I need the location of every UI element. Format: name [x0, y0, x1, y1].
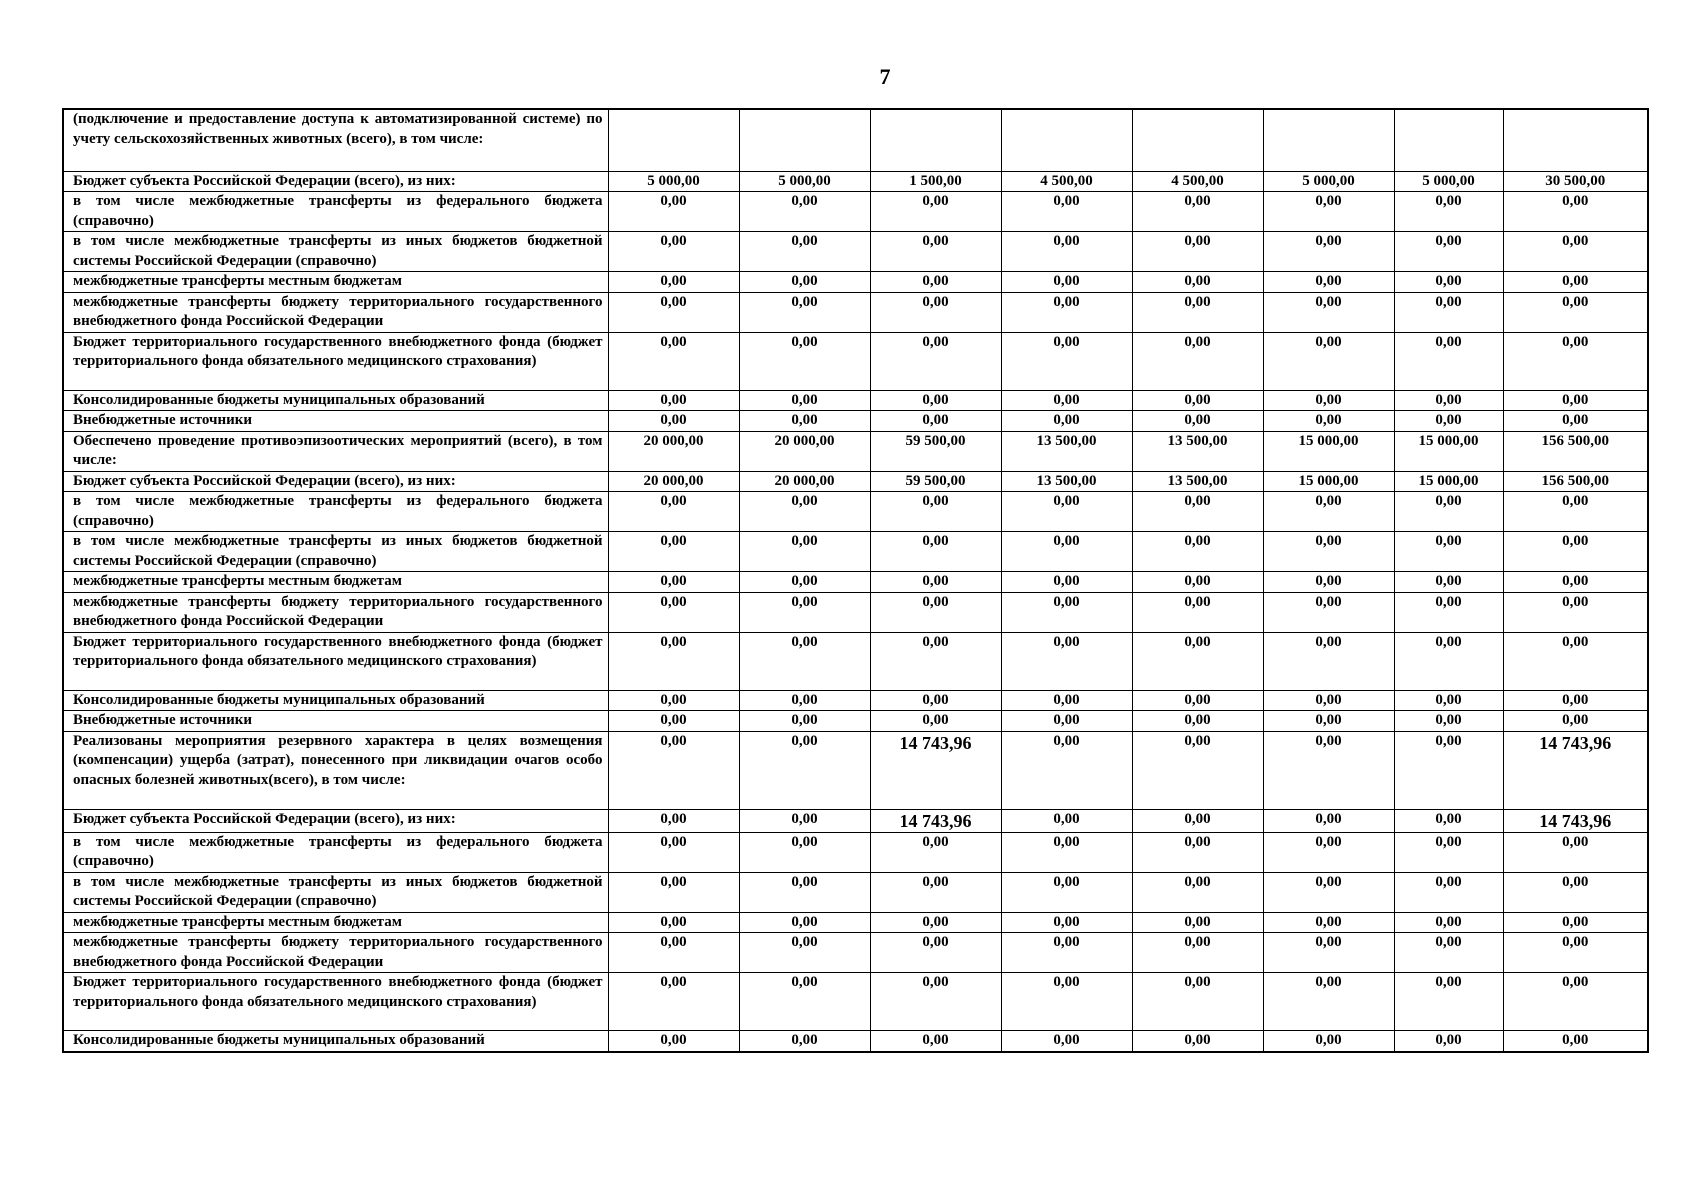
row-label: Обеспечено проведение противоэпизоотических мероприятий (всего), в том числе: [63, 431, 608, 471]
value-cell: 0,00 [1001, 492, 1132, 532]
row-label: в том числе межбюджетные трансферты из федерального бюджета (справочно) [63, 492, 608, 532]
value-cell: 0,00 [608, 192, 739, 232]
table-row [63, 292, 1648, 332]
value-cell: 0,00 [1001, 272, 1132, 293]
value-cell: 0,00 [1001, 292, 1132, 332]
value-cell: 0,00 [870, 690, 1001, 711]
value-cell: 0,00 [1503, 332, 1648, 390]
value-cell: 0,00 [870, 572, 1001, 593]
value-cell: 0,00 [1263, 492, 1394, 532]
value-cell: 0,00 [1132, 592, 1263, 632]
value-cell: 0,00 [608, 690, 739, 711]
value-cell: 5 000,00 [1263, 171, 1394, 192]
value-cell: 0,00 [870, 592, 1001, 632]
value-cell: 0,00 [1132, 1031, 1263, 1052]
row-label: Бюджет субъекта Российской Федерации (всего), из них: [63, 471, 608, 492]
value-cell: 30 500,00 [1503, 171, 1648, 192]
value-cell: 59 500,00 [870, 471, 1001, 492]
value-cell: 0,00 [1132, 711, 1263, 732]
value-cell: 0,00 [1132, 690, 1263, 711]
value-cell: 5 000,00 [608, 171, 739, 192]
value-cell: 0,00 [608, 332, 739, 390]
value-cell: 0,00 [1263, 973, 1394, 1031]
value-cell: 0,00 [1001, 809, 1132, 832]
value-cell: 0,00 [870, 872, 1001, 912]
value-cell: 0,00 [739, 731, 870, 809]
value-cell: 0,00 [739, 232, 870, 272]
row-label: Консолидированные бюджеты муниципальных образований [63, 1031, 608, 1052]
value-cell: 0,00 [1132, 411, 1263, 432]
value-cell: 0,00 [1394, 592, 1503, 632]
value-cell: 0,00 [608, 592, 739, 632]
value-cell: 0,00 [739, 572, 870, 593]
value-cell: 0,00 [739, 592, 870, 632]
value-cell: 0,00 [608, 532, 739, 572]
value-cell: 0,00 [1001, 332, 1132, 390]
value-cell [870, 109, 1001, 171]
table-row [63, 832, 1648, 872]
value-cell: 0,00 [1394, 973, 1503, 1031]
value-cell: 0,00 [1394, 292, 1503, 332]
value-cell: 0,00 [739, 690, 870, 711]
value-cell: 0,00 [739, 872, 870, 912]
value-cell: 0,00 [1503, 711, 1648, 732]
value-cell: 20 000,00 [739, 431, 870, 471]
value-cell: 0,00 [1132, 292, 1263, 332]
value-cell: 0,00 [1132, 912, 1263, 933]
value-cell: 0,00 [1263, 332, 1394, 390]
value-cell [1394, 109, 1503, 171]
page-number: 7 [879, 64, 891, 89]
value-cell: 0,00 [1263, 711, 1394, 732]
value-cell [1001, 109, 1132, 171]
row-label: Внебюджетные источники [63, 411, 608, 432]
table-row [63, 171, 1648, 192]
value-cell: 0,00 [608, 411, 739, 432]
value-cell: 0,00 [1132, 192, 1263, 232]
value-cell: 0,00 [1503, 690, 1648, 711]
value-cell: 0,00 [1263, 872, 1394, 912]
value-cell: 13 500,00 [1001, 471, 1132, 492]
value-cell: 14 743,96 [870, 731, 1001, 809]
table-row [63, 532, 1648, 572]
row-label: (подключение и предоставление доступа к автоматизированной системе) по учету сельскохозяйственных животных (всего), в том числе: [63, 109, 608, 171]
value-cell: 0,00 [1503, 832, 1648, 872]
value-cell: 0,00 [1132, 933, 1263, 973]
value-cell: 20 000,00 [739, 471, 870, 492]
table-row [63, 872, 1648, 912]
value-cell: 0,00 [1001, 632, 1132, 690]
table-body [63, 109, 1648, 1052]
value-cell: 0,00 [1503, 272, 1648, 293]
value-cell: 0,00 [870, 390, 1001, 411]
value-cell: 0,00 [1132, 832, 1263, 872]
row-label: в том числе межбюджетные трансферты из федерального бюджета (справочно) [63, 832, 608, 872]
value-cell: 0,00 [1394, 332, 1503, 390]
value-cell: 0,00 [608, 272, 739, 293]
value-cell: 0,00 [870, 973, 1001, 1031]
value-cell: 20 000,00 [608, 471, 739, 492]
table-row [63, 332, 1648, 390]
row-label: Бюджет территориального государственного внебюджетного фонда (бюджет территориального фонда обязательного медицинского страхования) [63, 332, 608, 390]
value-cell: 0,00 [739, 390, 870, 411]
value-cell: 0,00 [1394, 532, 1503, 572]
table-row [63, 632, 1648, 690]
row-label: межбюджетные трансферты местным бюджетам [63, 572, 608, 593]
value-cell: 0,00 [739, 532, 870, 572]
value-cell: 0,00 [870, 292, 1001, 332]
value-cell: 0,00 [739, 411, 870, 432]
value-cell: 0,00 [1132, 390, 1263, 411]
value-cell: 0,00 [1001, 912, 1132, 933]
table-row [63, 232, 1648, 272]
value-cell: 0,00 [870, 332, 1001, 390]
value-cell: 0,00 [739, 1031, 870, 1052]
row-label: межбюджетные трансферты бюджету территориального государственного внебюджетного фонда Российской Федерации [63, 592, 608, 632]
value-cell: 0,00 [870, 912, 1001, 933]
value-cell: 0,00 [1001, 973, 1132, 1031]
value-cell: 0,00 [608, 912, 739, 933]
value-cell: 0,00 [1263, 272, 1394, 293]
value-cell: 0,00 [1001, 933, 1132, 973]
value-cell: 0,00 [870, 192, 1001, 232]
row-label: Внебюджетные источники [63, 711, 608, 732]
value-cell: 15 000,00 [1263, 431, 1394, 471]
row-label: межбюджетные трансферты местным бюджетам [63, 912, 608, 933]
table-row [63, 933, 1648, 973]
value-cell: 0,00 [1503, 411, 1648, 432]
value-cell: 0,00 [1394, 492, 1503, 532]
value-cell: 0,00 [1263, 832, 1394, 872]
value-cell: 0,00 [1132, 492, 1263, 532]
value-cell [739, 109, 870, 171]
value-cell: 0,00 [1001, 1031, 1132, 1052]
table-row [63, 912, 1648, 933]
value-cell: 0,00 [608, 832, 739, 872]
value-cell: 0,00 [1001, 411, 1132, 432]
value-cell: 0,00 [1263, 809, 1394, 832]
value-cell: 0,00 [1263, 632, 1394, 690]
value-cell: 0,00 [1001, 532, 1132, 572]
value-cell: 0,00 [1503, 973, 1648, 1031]
value-cell: 0,00 [608, 492, 739, 532]
value-cell: 0,00 [1503, 390, 1648, 411]
value-cell: 4 500,00 [1132, 171, 1263, 192]
value-cell: 4 500,00 [1001, 171, 1132, 192]
value-cell: 0,00 [1001, 572, 1132, 593]
value-cell: 0,00 [1503, 492, 1648, 532]
row-label: в том числе межбюджетные трансферты из федерального бюджета (справочно) [63, 192, 608, 232]
value-cell: 0,00 [1263, 292, 1394, 332]
table-row [63, 731, 1648, 809]
table-row [63, 1031, 1648, 1052]
table-row [63, 711, 1648, 732]
value-cell: 5 000,00 [739, 171, 870, 192]
value-cell: 0,00 [739, 832, 870, 872]
value-cell: 0,00 [1263, 192, 1394, 232]
value-cell: 0,00 [1503, 632, 1648, 690]
value-cell: 0,00 [1001, 592, 1132, 632]
table-row [63, 492, 1648, 532]
value-cell: 5 000,00 [1394, 171, 1503, 192]
value-cell: 0,00 [608, 973, 739, 1031]
value-cell: 0,00 [739, 272, 870, 293]
value-cell: 0,00 [1132, 272, 1263, 293]
value-cell: 0,00 [608, 292, 739, 332]
value-cell: 0,00 [1394, 809, 1503, 832]
row-label: Реализованы мероприятия резервного характера в целях возмещения (компенсации) ущерба (затрат), понесенного при ликвидации очагов особо опасных болезней животных(всего), в том числе: [63, 731, 608, 809]
value-cell: 0,00 [1132, 532, 1263, 572]
table-row [63, 109, 1648, 171]
value-cell: 0,00 [1263, 912, 1394, 933]
value-cell: 0,00 [1001, 711, 1132, 732]
value-cell: 0,00 [870, 532, 1001, 572]
value-cell: 0,00 [870, 232, 1001, 272]
value-cell: 0,00 [1394, 690, 1503, 711]
value-cell: 0,00 [1394, 572, 1503, 593]
value-cell [1503, 109, 1648, 171]
value-cell: 0,00 [608, 390, 739, 411]
value-cell: 0,00 [1394, 1031, 1503, 1052]
value-cell: 1 500,00 [870, 171, 1001, 192]
value-cell: 0,00 [1263, 690, 1394, 711]
value-cell: 14 743,96 [1503, 809, 1648, 832]
value-cell: 0,00 [1503, 872, 1648, 912]
value-cell: 14 743,96 [1503, 731, 1648, 809]
value-cell: 0,00 [1001, 390, 1132, 411]
table-row [63, 390, 1648, 411]
value-cell: 0,00 [870, 711, 1001, 732]
row-label: в том числе межбюджетные трансферты из иных бюджетов бюджетной системы Российской Федерации (справочно) [63, 232, 608, 272]
value-cell: 0,00 [739, 973, 870, 1031]
row-label: Бюджет субъекта Российской Федерации (всего), из них: [63, 171, 608, 192]
table-row [63, 411, 1648, 432]
table-row [63, 431, 1648, 471]
value-cell: 0,00 [1394, 632, 1503, 690]
value-cell: 0,00 [1394, 832, 1503, 872]
value-cell: 0,00 [1503, 232, 1648, 272]
table-row [63, 809, 1648, 832]
value-cell: 0,00 [739, 711, 870, 732]
value-cell: 0,00 [608, 809, 739, 832]
value-cell: 59 500,00 [870, 431, 1001, 471]
table-row [63, 973, 1648, 1031]
value-cell [1263, 109, 1394, 171]
value-cell: 13 500,00 [1132, 471, 1263, 492]
value-cell: 0,00 [1263, 232, 1394, 272]
row-label: Бюджет территориального государственного внебюджетного фонда (бюджет территориального фонда обязательного медицинского страхования) [63, 632, 608, 690]
value-cell: 0,00 [1503, 1031, 1648, 1052]
value-cell: 13 500,00 [1001, 431, 1132, 471]
table-row [63, 471, 1648, 492]
value-cell: 0,00 [1132, 632, 1263, 690]
value-cell: 0,00 [608, 572, 739, 593]
table-row [63, 572, 1648, 593]
value-cell: 0,00 [1263, 592, 1394, 632]
value-cell: 0,00 [1503, 532, 1648, 572]
value-cell: 0,00 [608, 1031, 739, 1052]
value-cell: 0,00 [739, 933, 870, 973]
value-cell: 0,00 [870, 1031, 1001, 1052]
value-cell: 0,00 [1394, 912, 1503, 933]
row-label: в том числе межбюджетные трансферты из иных бюджетов бюджетной системы Российской Федерации (справочно) [63, 532, 608, 572]
value-cell: 0,00 [870, 272, 1001, 293]
value-cell: 0,00 [1263, 731, 1394, 809]
value-cell: 0,00 [1394, 731, 1503, 809]
value-cell: 0,00 [1263, 390, 1394, 411]
value-cell: 0,00 [870, 832, 1001, 872]
value-cell: 0,00 [608, 933, 739, 973]
value-cell: 0,00 [1132, 872, 1263, 912]
value-cell: 0,00 [608, 731, 739, 809]
value-cell: 0,00 [1263, 1031, 1394, 1052]
value-cell: 0,00 [870, 411, 1001, 432]
value-cell: 0,00 [1503, 192, 1648, 232]
value-cell: 0,00 [870, 492, 1001, 532]
table-row [63, 592, 1648, 632]
value-cell: 0,00 [1132, 332, 1263, 390]
value-cell: 15 000,00 [1394, 471, 1503, 492]
value-cell: 0,00 [870, 632, 1001, 690]
value-cell: 0,00 [1001, 872, 1132, 912]
value-cell: 0,00 [1394, 933, 1503, 973]
value-cell: 0,00 [608, 232, 739, 272]
value-cell: 0,00 [1503, 572, 1648, 593]
table-row [63, 192, 1648, 232]
value-cell: 0,00 [1394, 232, 1503, 272]
value-cell: 0,00 [739, 632, 870, 690]
row-label: межбюджетные трансферты бюджету территориального государственного внебюджетного фонда Российской Федерации [63, 292, 608, 332]
value-cell: 0,00 [739, 292, 870, 332]
value-cell: 0,00 [739, 192, 870, 232]
value-cell: 0,00 [1503, 292, 1648, 332]
value-cell: 0,00 [1394, 192, 1503, 232]
value-cell: 0,00 [1503, 592, 1648, 632]
row-label: Консолидированные бюджеты муниципальных образований [63, 390, 608, 411]
value-cell: 0,00 [1503, 933, 1648, 973]
value-cell: 0,00 [1263, 933, 1394, 973]
value-cell [608, 109, 739, 171]
row-label: Бюджет территориального государственного внебюджетного фонда (бюджет территориального фонда обязательного медицинского страхования) [63, 973, 608, 1031]
value-cell: 0,00 [1132, 809, 1263, 832]
value-cell: 0,00 [739, 912, 870, 933]
value-cell: 0,00 [1503, 912, 1648, 933]
value-cell: 0,00 [1001, 832, 1132, 872]
value-cell: 0,00 [1132, 973, 1263, 1031]
row-label: Бюджет субъекта Российской Федерации (всего), из них: [63, 809, 608, 832]
value-cell: 0,00 [1263, 411, 1394, 432]
value-cell: 0,00 [1132, 572, 1263, 593]
value-cell: 0,00 [608, 711, 739, 732]
value-cell: 0,00 [1394, 872, 1503, 912]
value-cell: 0,00 [870, 933, 1001, 973]
budget-table [62, 108, 1649, 1053]
value-cell: 156 500,00 [1503, 471, 1648, 492]
value-cell: 0,00 [1263, 572, 1394, 593]
value-cell: 0,00 [1132, 731, 1263, 809]
value-cell: 0,00 [1394, 711, 1503, 732]
value-cell: 14 743,96 [870, 809, 1001, 832]
value-cell: 0,00 [1001, 192, 1132, 232]
value-cell: 0,00 [1394, 411, 1503, 432]
value-cell: 15 000,00 [1263, 471, 1394, 492]
table-row [63, 690, 1648, 711]
value-cell: 0,00 [1001, 731, 1132, 809]
value-cell: 156 500,00 [1503, 431, 1648, 471]
value-cell: 0,00 [1132, 232, 1263, 272]
value-cell: 13 500,00 [1132, 431, 1263, 471]
value-cell: 0,00 [1001, 690, 1132, 711]
row-label: в том числе межбюджетные трансферты из иных бюджетов бюджетной системы Российской Федерации (справочно) [63, 872, 608, 912]
value-cell: 0,00 [1394, 272, 1503, 293]
value-cell: 0,00 [1263, 532, 1394, 572]
value-cell: 0,00 [608, 872, 739, 912]
value-cell [1132, 109, 1263, 171]
value-cell: 15 000,00 [1394, 431, 1503, 471]
value-cell: 0,00 [608, 632, 739, 690]
value-cell: 20 000,00 [608, 431, 739, 471]
row-label: межбюджетные трансферты местным бюджетам [63, 272, 608, 293]
value-cell: 0,00 [739, 809, 870, 832]
table-row [63, 272, 1648, 293]
value-cell: 0,00 [1394, 390, 1503, 411]
value-cell: 0,00 [739, 332, 870, 390]
value-cell: 0,00 [739, 492, 870, 532]
row-label: Консолидированные бюджеты муниципальных образований [63, 690, 608, 711]
value-cell: 0,00 [1001, 232, 1132, 272]
row-label: межбюджетные трансферты бюджету территориального государственного внебюджетного фонда Российской Федерации [63, 933, 608, 973]
